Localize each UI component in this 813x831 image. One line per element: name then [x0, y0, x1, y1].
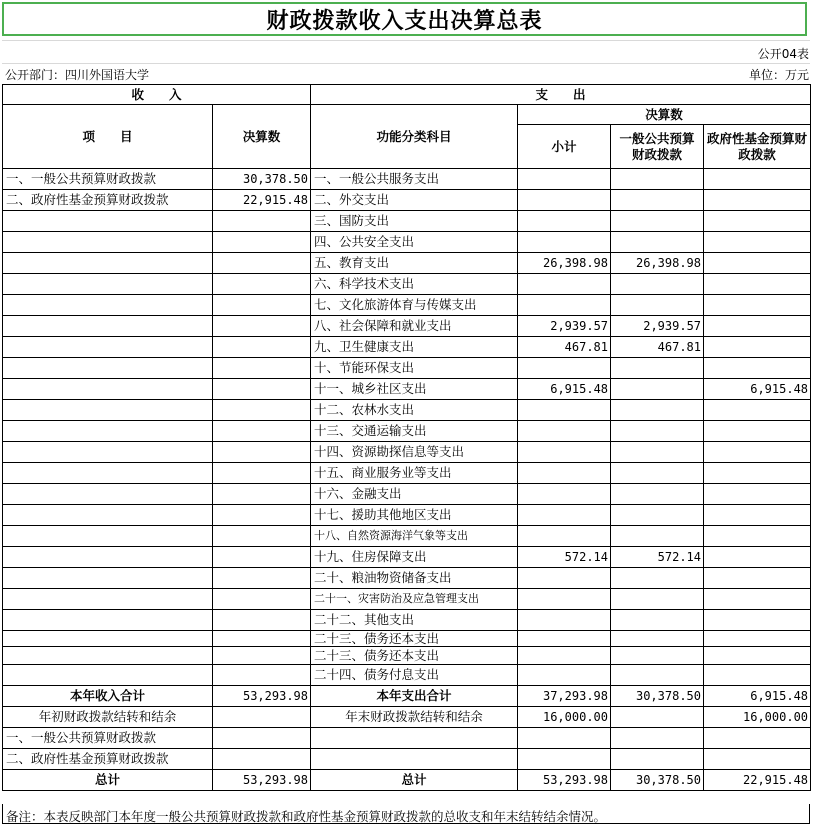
income-item — [3, 400, 213, 421]
page-title: 财政拨款收入支出决算总表 — [266, 8, 543, 34]
subtotal-amount — [518, 274, 611, 295]
gov-fund-amount — [704, 295, 811, 316]
expense-item: 十三、交通运输支出 — [311, 421, 518, 442]
general-budget-amount — [611, 568, 704, 589]
expense-total-label: 年末财政拨款结转和结余 — [311, 707, 518, 728]
general-budget-amount — [611, 610, 704, 631]
expense-total-label — [311, 728, 518, 749]
expense-item: 九、卫生健康支出 — [311, 337, 518, 358]
gov-fund-amount — [704, 463, 811, 484]
table-row — [3, 337, 811, 358]
income-amount — [213, 232, 311, 253]
subtotal-amount — [518, 526, 611, 547]
gov-fund-amount: 6,915.48 — [704, 379, 811, 400]
subtotal-amount — [518, 232, 611, 253]
gov-fund-amount — [704, 169, 811, 190]
general-budget-amount — [611, 232, 704, 253]
general-budget-amount — [611, 400, 704, 421]
expense-item: 十四、资源勘探信息等支出 — [311, 442, 518, 463]
expense-item: 十、节能环保支出 — [311, 358, 518, 379]
subtotal-amount — [518, 358, 611, 379]
subtotal-amount — [518, 295, 611, 316]
general-budget-total: 30,378.50 — [611, 686, 704, 707]
income-item — [3, 547, 213, 568]
income-item — [3, 211, 213, 232]
income-item: 一、一般公共预算财政拨款 — [3, 169, 213, 190]
subtotal-total — [518, 749, 611, 770]
table-row — [3, 190, 811, 211]
income-item — [3, 631, 213, 647]
general-budget-amount: 572.14 — [611, 547, 704, 568]
gov-fund-amount — [704, 526, 811, 547]
expense-item: 二十一、灾害防治及应急管理支出 — [311, 589, 518, 610]
income-amount — [213, 379, 311, 400]
gov-fund-total: 6,915.48 — [704, 686, 811, 707]
general-budget-total — [611, 707, 704, 728]
expense-item: 四、公共安全支出 — [311, 232, 518, 253]
general-budget-amount — [611, 274, 704, 295]
expense-item: 二十、粮油物资储备支出 — [311, 568, 518, 589]
expense-amount-header: 决算数 — [518, 105, 811, 125]
gov-fund-amount — [704, 665, 811, 686]
subtotal-amount — [518, 421, 611, 442]
income-item — [3, 274, 213, 295]
income-item — [3, 295, 213, 316]
table-row — [3, 589, 811, 610]
general-budget-amount — [611, 647, 704, 665]
income-item — [3, 379, 213, 400]
income-amount — [213, 295, 311, 316]
subtotal-amount: 26,398.98 — [518, 253, 611, 274]
expense-item: 一、一般公共服务支出 — [311, 169, 518, 190]
general-budget-amount: 2,939.57 — [611, 316, 704, 337]
table-row — [3, 463, 811, 484]
income-item — [3, 463, 213, 484]
table-row — [3, 379, 811, 400]
general-budget-amount — [611, 526, 704, 547]
subtotal-amount — [518, 568, 611, 589]
gov-fund-amount — [704, 568, 811, 589]
income-total-amount — [213, 707, 311, 728]
function-header: 功能分类科目 — [311, 105, 518, 169]
gov-fund-amount — [704, 610, 811, 631]
total-row — [3, 686, 811, 707]
subtotal-amount — [518, 610, 611, 631]
income-item — [3, 526, 213, 547]
table-row — [3, 631, 811, 647]
income-item — [3, 665, 213, 686]
income-header: 收 入 — [3, 85, 311, 105]
expense-item: 七、文化旅游体育与传媒支出 — [311, 295, 518, 316]
total-row — [3, 707, 811, 728]
expense-item: 二十四、债务付息支出 — [311, 665, 518, 686]
note: 备注：本表反映部门本年度一般公共预算财政拨款和政府性基金预算财政拨款的总收支和年末结转结余情况。 — [2, 804, 810, 824]
income-amount — [213, 421, 311, 442]
gov-fund-header: 政府性基金预算财政拨款 — [704, 125, 811, 169]
expense-item: 十八、自然资源海洋气象等支出 — [311, 526, 518, 547]
subtotal-amount — [518, 647, 611, 665]
table-body — [3, 169, 811, 686]
income-amount-header: 决算数 — [213, 105, 311, 169]
income-total-amount — [213, 728, 311, 749]
table-row — [3, 610, 811, 631]
expense-item: 十九、住房保障支出 — [311, 547, 518, 568]
income-item — [3, 442, 213, 463]
table-row — [3, 547, 811, 568]
income-item — [3, 484, 213, 505]
table-row — [3, 421, 811, 442]
department: 公开部门：四川外国语大学 — [5, 68, 150, 82]
dept-row — [0, 63, 813, 83]
expense-item: 十一、城乡社区支出 — [311, 379, 518, 400]
gov-fund-total — [704, 728, 811, 749]
income-amount — [213, 484, 311, 505]
income-amount — [213, 647, 311, 665]
subtotal-amount — [518, 463, 611, 484]
expense-header: 支 出 — [311, 85, 811, 105]
general-budget-amount — [611, 505, 704, 526]
general-budget-amount — [611, 190, 704, 211]
general-budget-amount — [611, 421, 704, 442]
income-amount — [213, 316, 311, 337]
general-budget-amount — [611, 358, 704, 379]
table-number-row — [0, 42, 813, 62]
income-amount — [213, 400, 311, 421]
income-item — [3, 337, 213, 358]
income-total-amount: 53,293.98 — [213, 686, 311, 707]
unit-label: 单位：万元 — [748, 68, 809, 82]
income-total-label: 本年收入合计 — [3, 686, 213, 707]
subtotal-total: 53,293.98 — [518, 770, 611, 791]
income-item — [3, 232, 213, 253]
general-budget-amount — [611, 463, 704, 484]
income-amount — [213, 547, 311, 568]
income-item — [3, 421, 213, 442]
table-row — [3, 169, 811, 190]
table-row — [3, 505, 811, 526]
expense-item: 六、科学技术支出 — [311, 274, 518, 295]
expense-total-label: 本年支出合计 — [311, 686, 518, 707]
expense-item: 二、外交支出 — [311, 190, 518, 211]
table-row — [3, 568, 811, 589]
subtotal-amount — [518, 631, 611, 647]
general-budget-total — [611, 749, 704, 770]
total-row — [3, 749, 811, 770]
income-amount — [213, 665, 311, 686]
table-row — [3, 253, 811, 274]
income-amount: 22,915.48 — [213, 190, 311, 211]
general-budget-amount — [611, 442, 704, 463]
general-budget-total — [611, 728, 704, 749]
table-row — [3, 526, 811, 547]
gov-fund-amount — [704, 589, 811, 610]
income-amount — [213, 505, 311, 526]
subtotal-amount: 2,939.57 — [518, 316, 611, 337]
subtotal-amount — [518, 169, 611, 190]
table-row — [3, 211, 811, 232]
gov-fund-amount — [704, 211, 811, 232]
gov-fund-total — [704, 749, 811, 770]
income-item — [3, 589, 213, 610]
title-box — [2, 2, 807, 36]
income-amount: 30,378.50 — [213, 169, 311, 190]
subtotal-amount — [518, 400, 611, 421]
grid-line — [2, 40, 810, 41]
income-amount — [213, 253, 311, 274]
income-item — [3, 647, 213, 665]
income-total-amount: 53,293.98 — [213, 770, 311, 791]
subtotal-amount: 572.14 — [518, 547, 611, 568]
income-total-label: 总计 — [3, 770, 213, 791]
income-amount — [213, 589, 311, 610]
income-amount — [213, 463, 311, 484]
expense-item: 五、教育支出 — [311, 253, 518, 274]
gov-fund-amount — [704, 232, 811, 253]
income-amount — [213, 274, 311, 295]
gov-fund-amount — [704, 647, 811, 665]
expense-item: 二十三、债务还本支出 — [311, 647, 518, 665]
general-budget-header: 一般公共预算财政拨款 — [611, 125, 704, 169]
gov-fund-total: 16,000.00 — [704, 707, 811, 728]
table-row — [3, 295, 811, 316]
income-amount — [213, 337, 311, 358]
subtotal-total: 16,000.00 — [518, 707, 611, 728]
subtotal-total: 37,293.98 — [518, 686, 611, 707]
income-item — [3, 253, 213, 274]
income-item — [3, 358, 213, 379]
expense-item: 八、社会保障和就业支出 — [311, 316, 518, 337]
income-item — [3, 568, 213, 589]
income-amount — [213, 442, 311, 463]
gov-fund-amount — [704, 316, 811, 337]
expense-total-label: 总计 — [311, 770, 518, 791]
subtotal-amount — [518, 442, 611, 463]
general-budget-amount — [611, 631, 704, 647]
income-amount — [213, 526, 311, 547]
income-amount — [213, 610, 311, 631]
general-budget-amount — [611, 211, 704, 232]
income-item — [3, 505, 213, 526]
general-budget-amount — [611, 379, 704, 400]
subtotal-header: 小计 — [518, 125, 611, 169]
table-row — [3, 484, 811, 505]
table-totals — [3, 686, 811, 791]
general-budget-amount — [611, 589, 704, 610]
general-budget-amount: 467.81 — [611, 337, 704, 358]
table-row — [3, 316, 811, 337]
table-row — [3, 442, 811, 463]
income-total-label: 二、政府性基金预算财政拨款 — [3, 749, 213, 770]
expense-total-label — [311, 749, 518, 770]
income-total-label: 年初财政拨款结转和结余 — [3, 707, 213, 728]
subtotal-amount — [518, 211, 611, 232]
income-amount — [213, 568, 311, 589]
expense-item: 十二、农林水支出 — [311, 400, 518, 421]
subtotal-amount — [518, 190, 611, 211]
expense-item: 十五、商业服务业等支出 — [311, 463, 518, 484]
table-row — [3, 400, 811, 421]
income-item — [3, 610, 213, 631]
general-budget-amount: 26,398.98 — [611, 253, 704, 274]
total-row — [3, 728, 811, 749]
general-budget-amount — [611, 665, 704, 686]
expense-item: 二十三、债务还本支出 — [311, 631, 518, 647]
subtotal-amount — [518, 665, 611, 686]
subtotal-amount: 467.81 — [518, 337, 611, 358]
general-budget-amount — [611, 484, 704, 505]
expense-item: 二十二、其他支出 — [311, 610, 518, 631]
gov-fund-amount — [704, 442, 811, 463]
general-budget-amount — [611, 169, 704, 190]
expense-item: 三、国防支出 — [311, 211, 518, 232]
item-header: 项 目 — [3, 105, 213, 169]
income-item — [3, 316, 213, 337]
table-row — [3, 358, 811, 379]
income-total-amount — [213, 749, 311, 770]
general-budget-amount — [611, 295, 704, 316]
gov-fund-amount — [704, 190, 811, 211]
gov-fund-amount — [704, 400, 811, 421]
gov-fund-amount — [704, 421, 811, 442]
table-row — [3, 274, 811, 295]
budget-table — [2, 84, 811, 791]
expense-item: 十七、援助其他地区支出 — [311, 505, 518, 526]
income-amount — [213, 631, 311, 647]
subtotal-amount — [518, 484, 611, 505]
gov-fund-amount — [704, 631, 811, 647]
subtotal-amount — [518, 589, 611, 610]
income-amount — [213, 211, 311, 232]
income-amount — [213, 358, 311, 379]
gov-fund-total: 22,915.48 — [704, 770, 811, 791]
general-budget-total: 30,378.50 — [611, 770, 704, 791]
gov-fund-amount — [704, 274, 811, 295]
subtotal-amount — [518, 505, 611, 526]
table-number: 公开04表 — [757, 47, 809, 61]
gov-fund-amount — [704, 358, 811, 379]
subtotal-amount: 6,915.48 — [518, 379, 611, 400]
gov-fund-amount — [704, 337, 811, 358]
expense-item: 十六、金融支出 — [311, 484, 518, 505]
gov-fund-amount — [704, 484, 811, 505]
gov-fund-amount — [704, 505, 811, 526]
income-total-label: 一、一般公共预算财政拨款 — [3, 728, 213, 749]
gov-fund-amount — [704, 253, 811, 274]
table-row — [3, 647, 811, 665]
subtotal-total — [518, 728, 611, 749]
total-row — [3, 770, 811, 791]
table-row — [3, 232, 811, 253]
gov-fund-amount — [704, 547, 811, 568]
income-item: 二、政府性基金预算财政拨款 — [3, 190, 213, 211]
table-row — [3, 665, 811, 686]
